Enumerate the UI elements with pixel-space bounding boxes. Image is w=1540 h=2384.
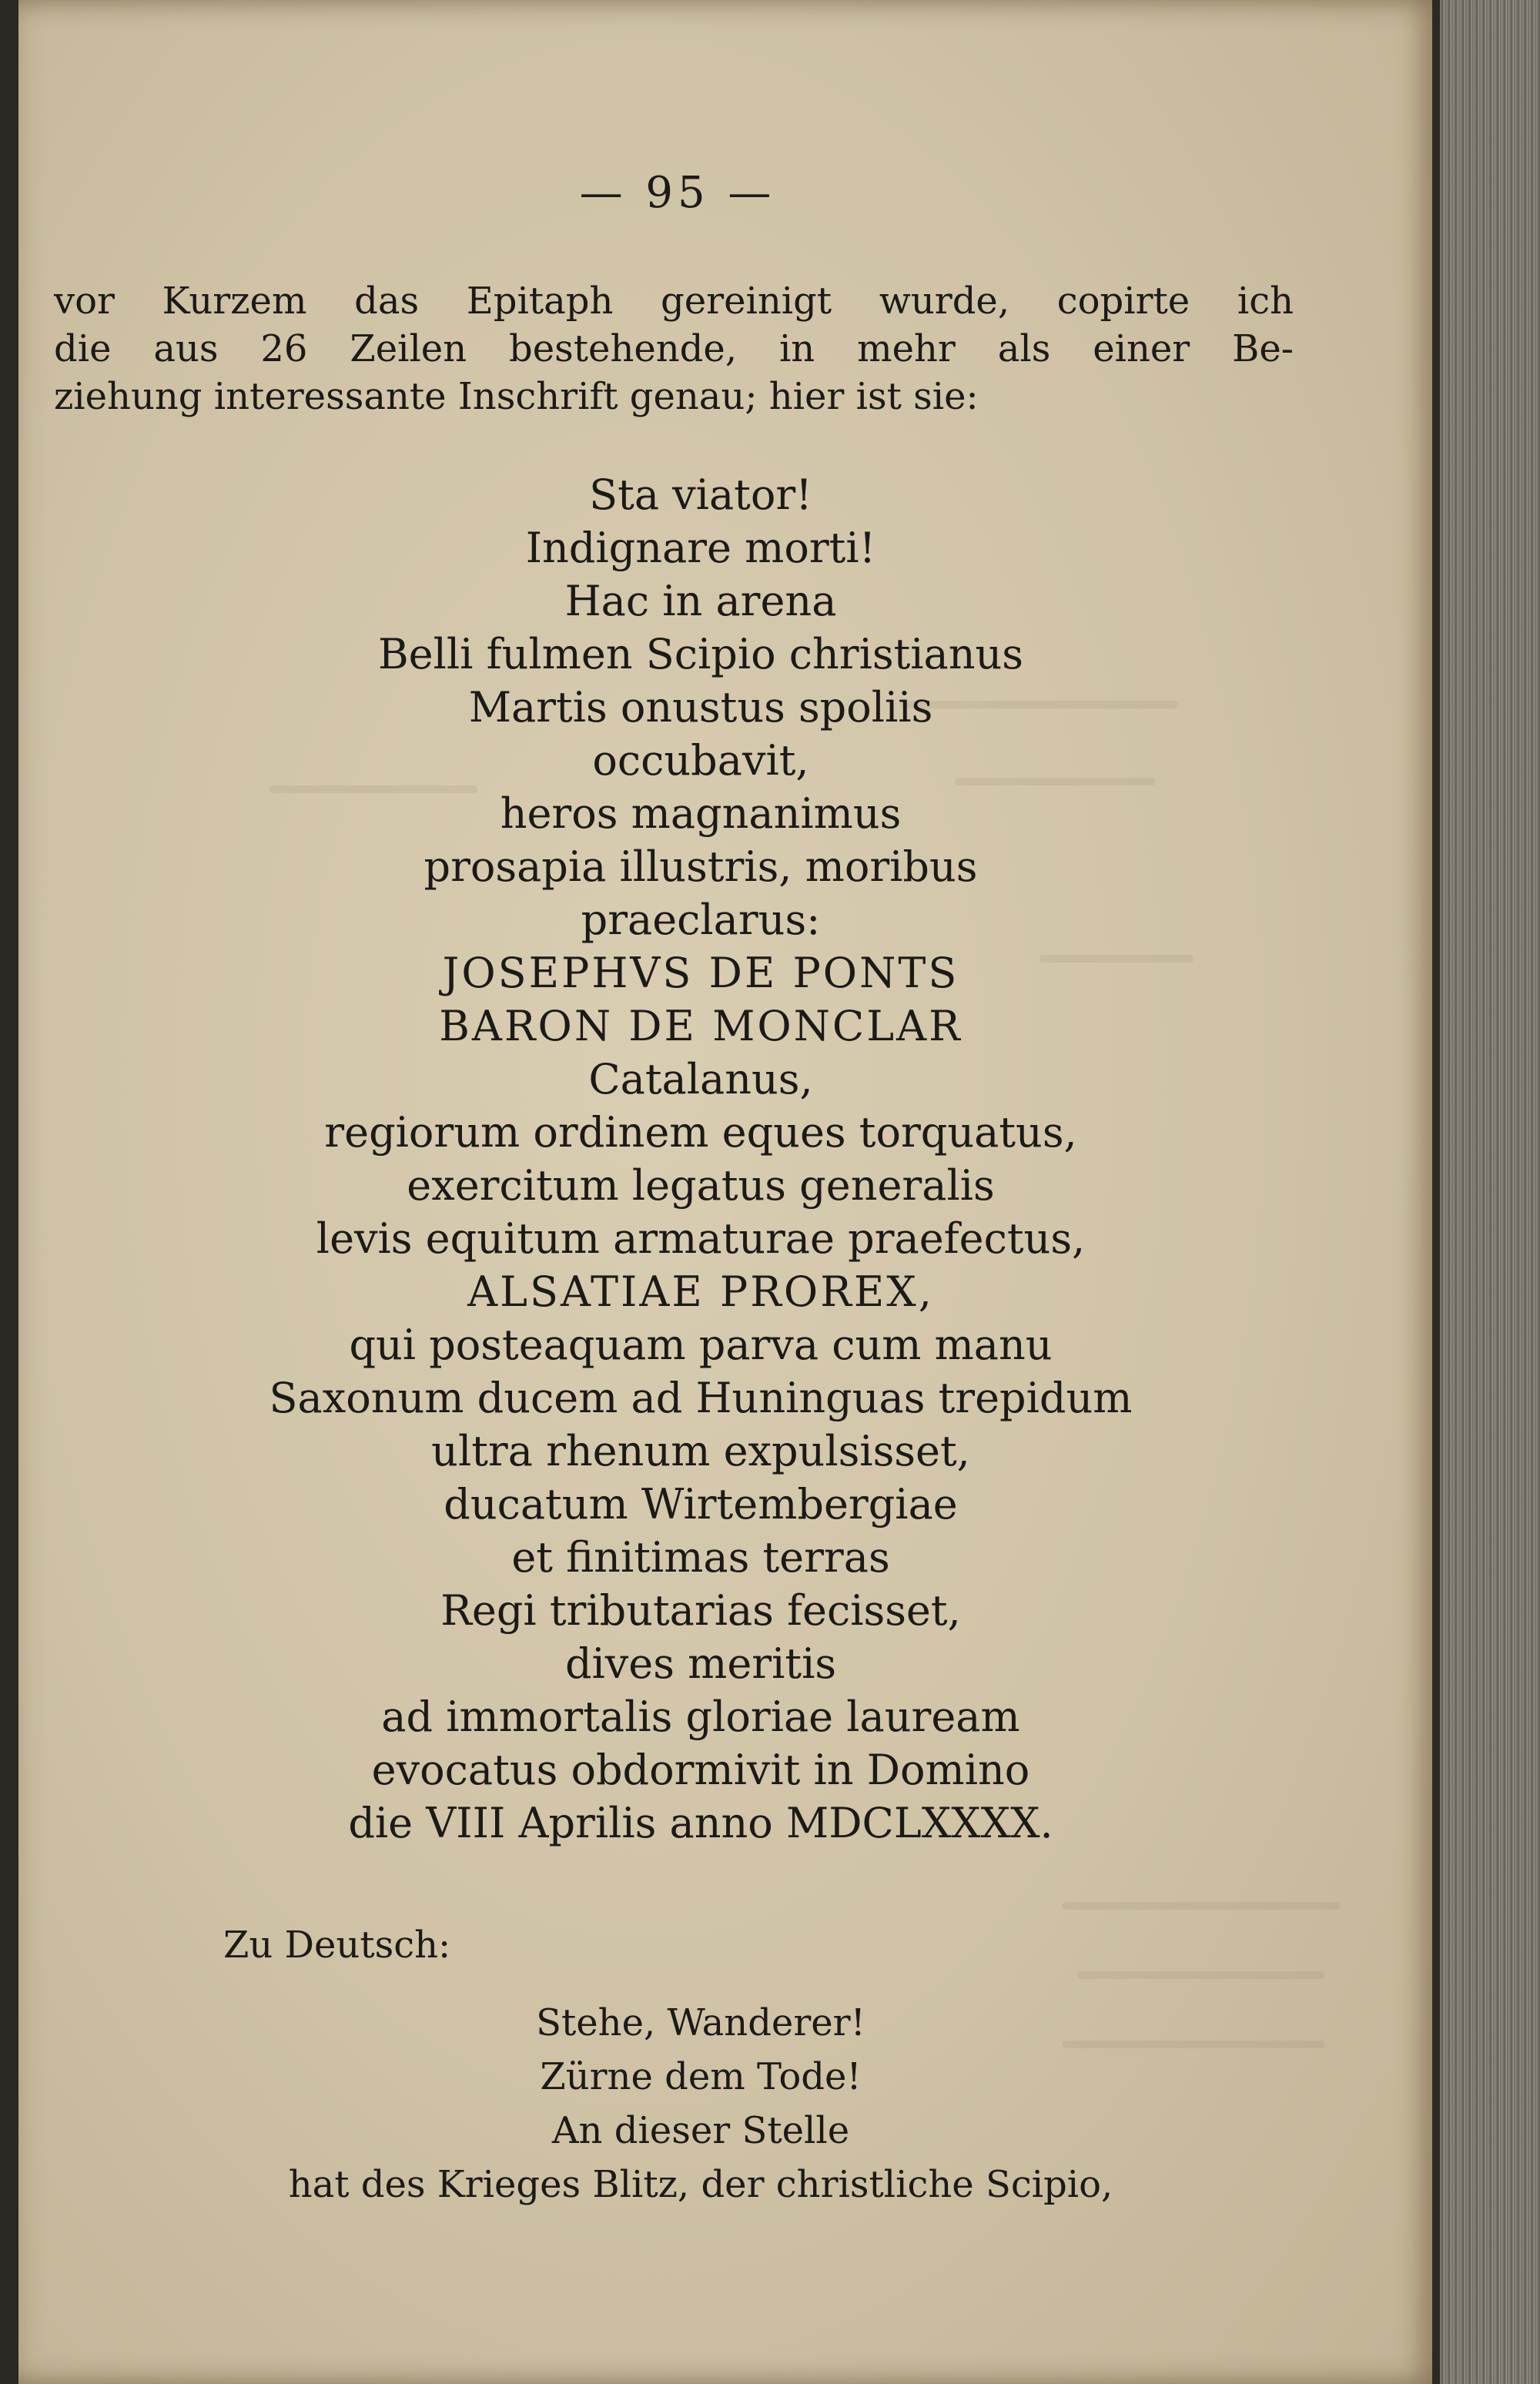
epitaph-line: Hac in arena — [564, 577, 837, 625]
page-number: — 95 — — [579, 168, 776, 218]
epitaph-line: praeclarus: — [581, 896, 821, 944]
show-through-mark — [1078, 1971, 1324, 1979]
intro-line: ziehung interessante Inschrift genau; hier ist sie: — [54, 375, 979, 418]
epitaph-line: Saxonum ducem ad Huninguas trepidum — [269, 1374, 1133, 1422]
epitaph-line: exercitum legatus generalis — [407, 1161, 995, 1210]
epitaph-line: evocatus obdormivit in Domino — [371, 1746, 1030, 1794]
epitaph-line: Indignare morti! — [525, 524, 876, 572]
epitaph-line: heros magnanimus — [500, 789, 902, 838]
epitaph-line: ducatum Wirtembergiae — [444, 1480, 958, 1529]
intro-paragraph — [54, 277, 1294, 420]
epitaph-line: Sta viator! — [589, 470, 812, 519]
translation-line: Zürne dem Tode! — [540, 2055, 862, 2098]
epitaph-line: et finitimas terras — [511, 1533, 890, 1582]
epitaph-line: ad immortalis gloriae lauream — [381, 1693, 1020, 1741]
translation-line: hat des Krieges Blitz, der christliche Scipio, — [288, 2163, 1113, 2206]
german-translation — [154, 1996, 1247, 2212]
binding-gutter — [0, 0, 18, 2384]
epitaph-line: prosapia illustris, moribus — [424, 842, 978, 891]
translation-line: Stehe, Wanderer! — [536, 2001, 865, 2044]
intro-line: die aus 26 Zeilen bestehende, in mehr als einer Be- — [54, 327, 1294, 370]
epitaph-line: occubavit, — [592, 736, 809, 785]
epitaph-line: Regi tributarias fecisset, — [440, 1586, 961, 1635]
epitaph-line: dives meritis — [564, 1639, 837, 1688]
epitaph-line: Martis onustus spoliis — [468, 683, 933, 732]
translation-label: Zu Deutsch: — [223, 1924, 451, 1967]
epitaph-line-title: BARON DE MONCLAR — [439, 1002, 962, 1050]
epitaph-line-office: ALSATIAE PROREX, — [467, 1267, 934, 1316]
epitaph-line-name: JOSEPHVS DE PONTS — [442, 949, 959, 997]
translation-line: An dieser Stelle — [551, 2109, 850, 2152]
show-through-mark — [1063, 1902, 1340, 1910]
epitaph-line: regiorum ordinem eques torquatus, — [324, 1108, 1077, 1157]
intro-line: vor Kurzem das Epitaph gereinigt wurde, copirte ich — [54, 280, 1294, 323]
epitaph-line: Catalanus, — [588, 1055, 813, 1103]
epitaph-line: ultra rhenum expulsisset, — [431, 1427, 970, 1475]
epitaph-inscription — [154, 468, 1247, 1850]
epitaph-line-date: die VIII Aprilis anno MDCLXXXX. — [348, 1799, 1053, 1847]
epitaph-line: Belli fulmen Scipio christianus — [377, 630, 1024, 678]
epitaph-line: qui posteaquam parva cum manu — [349, 1321, 1053, 1369]
epitaph-line: levis equitum armaturae praefectus, — [316, 1214, 1086, 1263]
